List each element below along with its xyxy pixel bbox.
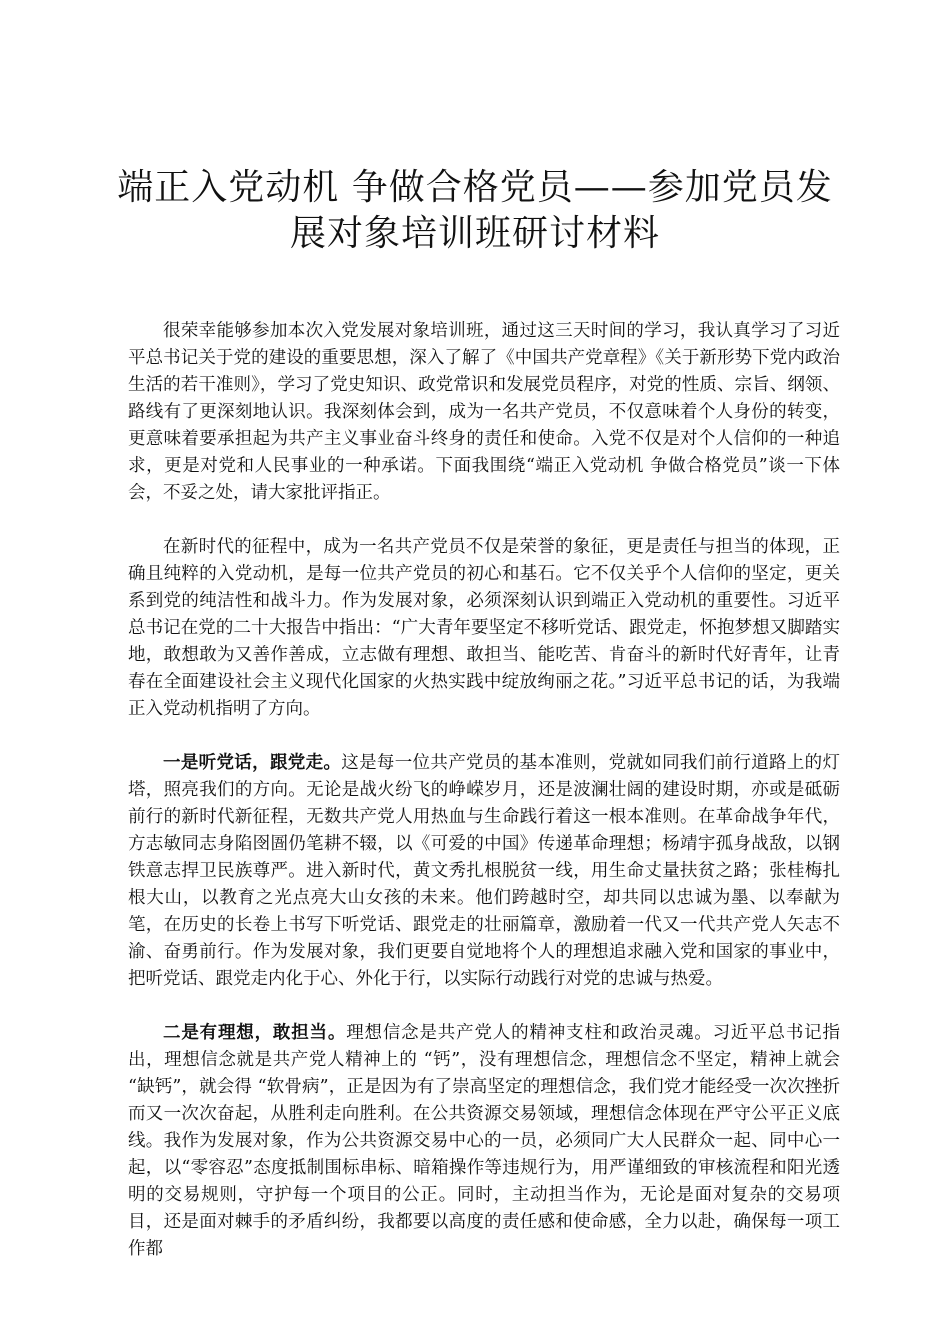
paragraph-text: 在新时代的征程中，成为一名共产党员不仅是荣誉的象征，更是责任与担当的体现，正确且纯粹的入党动机，是每一位共产党员的初心和基石。它不仅关乎个人信仰的坚定，更关系到党的纯洁性和战斗力。作为发展对象，必须深刻认识到端正入党动机的重要性。习近平总书记在党的二十大报告中指出：“广大青年要坚定不移听党话、跟党走，怀抱梦想又脚踏实地，敢想敢为又善作善成，立志做有理想、敢担当、能吃苦、肯奋斗的新时代好青年，让青春在全面建设社会主义现代化国家的火热实践中绽放绚丽之花。”习近平总书记的话，为我端正入党动机指明了方向。 (128, 537, 840, 719)
paragraph-lead: 一是听党话，跟党走。 (163, 753, 342, 773)
paragraph-point-two (128, 1020, 840, 1263)
paragraph-intro (128, 318, 840, 507)
document-title: 端正入党动机 争做合格党员——参加党员发展对象培训班研讨材料 (117, 167, 833, 254)
paragraph-motivation (128, 534, 840, 723)
paragraph-point-one (128, 750, 840, 993)
document-body (128, 318, 840, 1290)
paragraph-text: 理想信念是共产党人的精神支柱和政治灵魂。习近平总书记指出，理想信念就是共产党人精神上的 “钙”，没有理想信念，理想信念不坚定，精神上就会 “缺钙”，就会得 “软骨病”，正是因为有了崇高坚定的理想信念，我们党才能经受一次次挫折而又一次次奋起，从胜利走向胜利。在公共资源交易领域，理想信念体现在严守公平正义底线。我作为发展对象，作为公共资源交易中心的一员，必须同广大人民群众一起、同中心一起，以“零容忍”态度抵制围标串标、暗箱操作等违规行为，用严谨细致的审核流程和阳光透明的交易规则，守护每一个项目的公正。同时，主动担当作为，无论是面对复杂的交易项目，还是面对棘手的矛盾纠纷，我都要以高度的责任感和使命感，全力以赴，确保每一项工作都 (128, 1023, 841, 1259)
paragraph-text: 这是每一位共产党员的基本准则，党就如同我们前行道路上的灯塔，照亮我们的方向。无论是战火纷飞的峥嵘岁月，还是波澜壮阔的建设时期，亦或是砥砺前行的新时代新征程，无数共产党人用热血与生命践行着这一根本准则。在革命战争年代，方志敏同志身陷囹圄仍笔耕不辍，以《可爱的中国》传递革命理想；杨靖宇孤身战敌，以钢铁意志捍卫民族尊严。进入新时代，黄文秀扎根脱贫一线，用生命丈量扶贫之路；张桂梅扎根大山，以教育之光点亮大山女孩的未来。他们跨越时空，却共同以忠诚为墨、以奉献为笔，在历史的长卷上书写下听党话、跟党走的壮丽篇章，激励着一代又一代共产党人矢志不渝、奋勇前行。作为发展对象，我们更要自觉地将个人的理想追求融入党和国家的事业中，把听党话、跟党走内化于心、外化于行，以实际行动践行对党的忠诚与热爱。 (128, 753, 841, 989)
paragraph-lead: 二是有理想，敢担当。 (163, 1023, 347, 1043)
paragraph-text: 很荣幸能够参加本次入党发展对象培训班，通过这三天时间的学习，我认真学习了习近平总书记关于党的建设的重要思想，深入了解了《中国共产党章程》《关于新形势下党内政治生活的若干准则》，学习了党史知识、政党常识和发展党员程序，对党的性质、宗旨、纲领、路线有了更深刻地认识。我深刻体会到，成为一名共产党员，不仅意味着个人身份的转变，更意味着要承担起为共产主义事业奋斗终身的责任和使命。入党不仅是对个人信仰的一种追求，更是对党和人民事业的一种承诺。下面我围绕“端正入党动机 争做合格党员”谈一下体会，不妥之处，请大家批评指正。 (128, 321, 840, 503)
